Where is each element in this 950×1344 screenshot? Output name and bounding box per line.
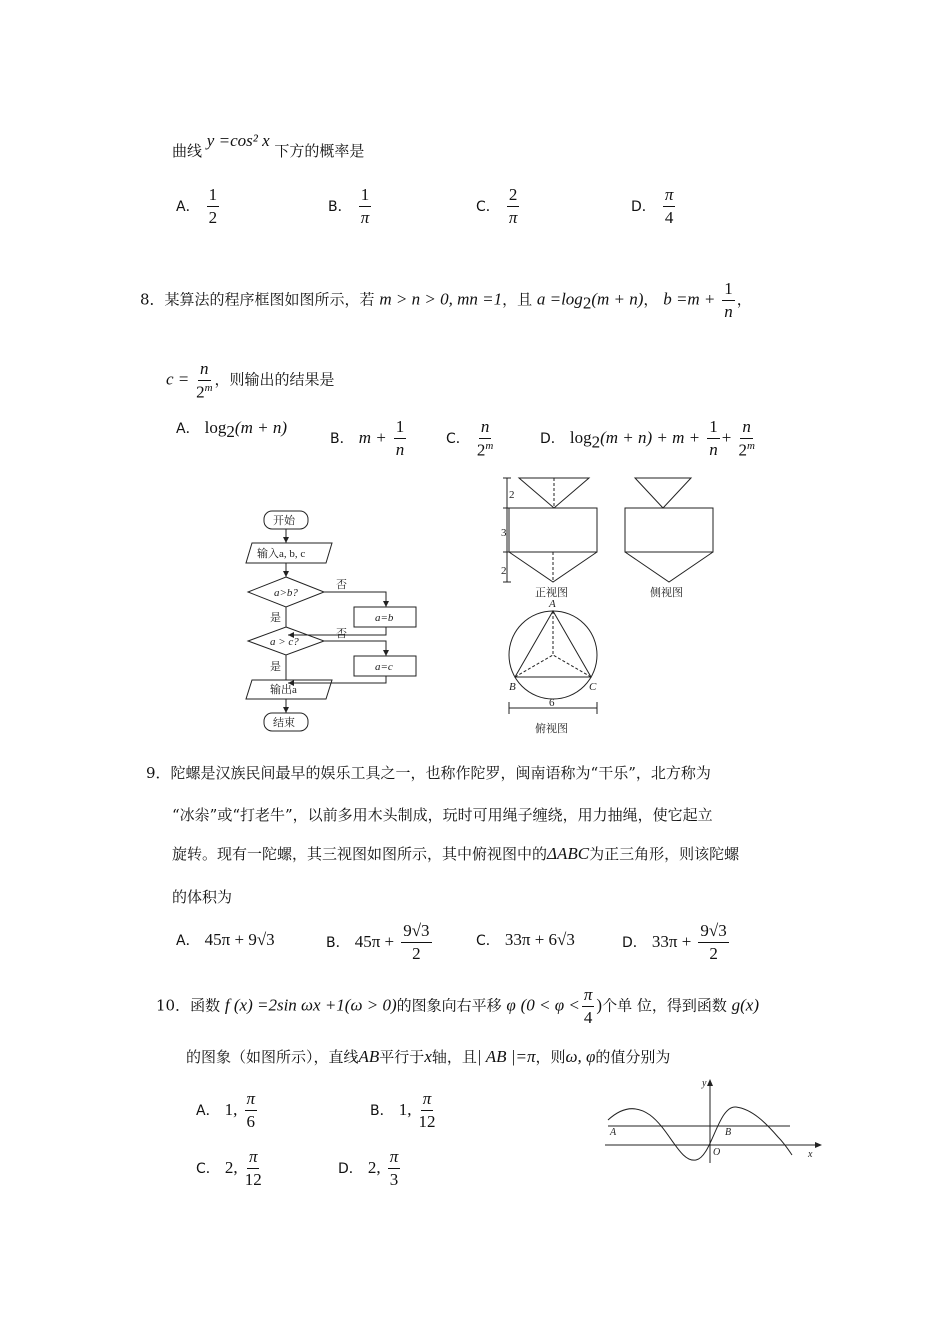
- q7-option-b: B． $\frac{1}{\pi}$: [328, 185, 370, 227]
- flow-end-label: 结束: [273, 717, 295, 729]
- q10-option-c: C． 2, $\frac{\pi}{12}$: [196, 1147, 262, 1189]
- graph-y-label: y: [702, 1078, 707, 1089]
- flow-output-label: 输出a: [270, 684, 297, 696]
- q9-option-c: C． 33π + 6√3: [476, 930, 575, 949]
- q10-line2: 的图象（如图所示），直线AB平行于x轴，且| AB |=π，则ω, φ的值分别为: [186, 1047, 671, 1066]
- flow-yes1-label: 是: [270, 612, 281, 624]
- q7-option-c: C． $\frac{2}{\pi}$: [476, 185, 518, 227]
- q7-option-a: A． $\frac{1}{2}$: [176, 185, 218, 227]
- width-label: 6: [549, 697, 555, 709]
- q8-stem: 8．某算法的程序框图如图所示，若 m > n > 0, mn =1，且 $a =\log_2(m + n)$， b =m + $\frac{1}{n}$ ，: [140, 279, 752, 321]
- q9-option-a: A． 45π + 9√3: [176, 930, 275, 949]
- graph-x-label: x: [808, 1149, 813, 1160]
- q9-option-b: B． 45π + $\frac{9√3}{2}$: [326, 921, 430, 963]
- q7-prefix: 曲线: [172, 142, 203, 160]
- graph-origin-label: O: [713, 1147, 721, 1158]
- front-view-cylinder: [509, 508, 597, 552]
- dim-top: 2: [509, 489, 515, 501]
- flow-assign2-label: a=c: [375, 661, 393, 673]
- q9-line4: 的体积为: [172, 888, 233, 906]
- q10-option-d: D． 2, $\frac{\pi}{3}$: [338, 1147, 399, 1189]
- q8-option-b: B． m + $\frac{1}{n}$: [330, 417, 405, 459]
- q7-stem: [172, 131, 365, 161]
- flow-input-label: 输入a, b, c: [257, 548, 306, 560]
- sine-graph: [600, 1075, 825, 1165]
- side-view-label: 侧视图: [650, 587, 683, 599]
- q9-line3: 旋转。现有一陀螺，其三视图如图所示，其中俯视图中的ΔABC为正三角形，则该陀螺: [172, 844, 740, 863]
- dim-mid: 3: [501, 527, 507, 539]
- flow-cond2-label: a > c?: [270, 636, 299, 648]
- q7-option-d: D． $\frac{\pi}{4}$: [631, 185, 674, 227]
- flow-yes2-label: 是: [270, 661, 281, 673]
- side-view-bottom-cone: [625, 552, 713, 582]
- vertex-b-label: B: [509, 681, 516, 693]
- sine-curve: [608, 1107, 792, 1160]
- vertex-c-label: C: [589, 681, 597, 693]
- q7-suffix: 下方的概率是: [274, 142, 365, 160]
- q8-stem-line2: c = $\frac{n}{2^m}$ ，则输出的结果是: [166, 359, 335, 402]
- q8-option-c: C． $\frac{n}{2^m}$: [446, 417, 494, 460]
- flow-cond1-label: a>b?: [274, 587, 298, 599]
- flowchart: [230, 505, 430, 745]
- q10-line1: 10．函数 f (x) =2sin ωx +1(ω > 0)的图象向右平移 φ (0 < φ < $\frac{\pi}{4}$ )个单 位，得到函数 g(x): [156, 985, 759, 1027]
- q8-number: 8．: [140, 290, 165, 309]
- front-view-label: 正视图: [535, 587, 568, 599]
- flow-start-label: 开始: [273, 515, 295, 527]
- flow-no1-label: 否: [336, 579, 347, 591]
- top-view-circle: [509, 611, 597, 699]
- graph-b-label: B: [725, 1127, 732, 1138]
- side-view-top-cone: [635, 478, 691, 508]
- flow-no2-label: 否: [336, 628, 347, 640]
- side-view-cylinder: [625, 508, 713, 552]
- vertex-a-label: A: [549, 598, 556, 610]
- three-view-diagram: [495, 470, 725, 740]
- q8-option-d: D． $\log_2(m + n) + m$ + $\frac{1}{n}$ + $\frac{n}{2^m}$: [540, 417, 755, 460]
- q9-line1: 9．陀螺是汉族民间最早的娱乐工具之一，也称作陀罗，闽南语称为“干乐”，北方称为: [146, 764, 711, 782]
- q9-line2: “冰尜”或“打老牛”，以前多用木头制成，玩时可用绳子缠绕，用力抽绳，使它起立: [172, 806, 713, 824]
- top-view-label: 俯视图: [535, 723, 568, 735]
- q10-option-b: B． 1, $\frac{\pi}{12}$: [370, 1089, 436, 1131]
- q9-number: 9．: [146, 764, 171, 782]
- dim-bot: 2: [501, 565, 507, 577]
- q10-number: 10．: [156, 996, 191, 1015]
- q8-options: A． $\log_2(m + n)$: [176, 418, 287, 442]
- q9-option-d: D． 33π + $\frac{9√3}{2}$: [622, 921, 727, 963]
- q10-option-a: A． 1, $\frac{\pi}{6}$: [196, 1089, 256, 1131]
- flow-assign1-label: a=b: [375, 612, 394, 624]
- graph-a-label: A: [610, 1127, 617, 1138]
- q7-curve: y =cos² x: [206, 131, 270, 150]
